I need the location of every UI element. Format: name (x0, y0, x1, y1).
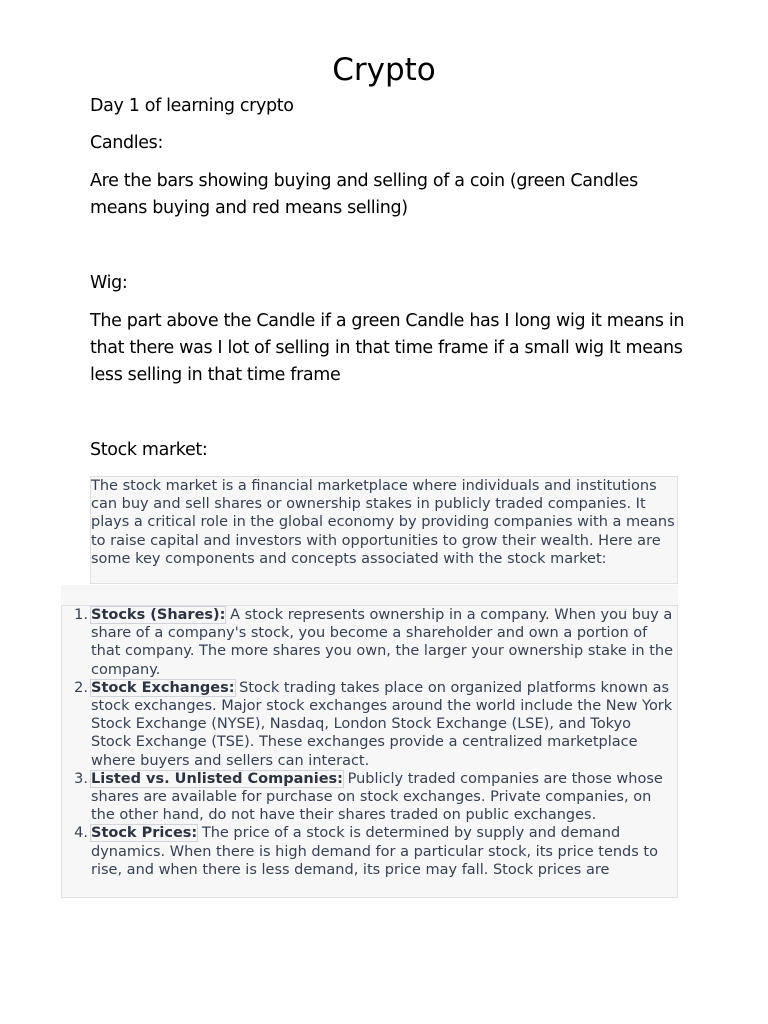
list-text: A stock represents ownership in a company. When you buy a share of a company's stock, you become a shareholder and own a portion of that company. The more shares you own, the larger your ownership stake in the company. (91, 607, 674, 678)
stock-market-heading: Stock market: (90, 440, 208, 460)
list-item (62, 679, 678, 770)
list-term: Listed vs. Unlisted Companies: (91, 770, 343, 787)
list-number: 3. (74, 770, 88, 787)
list-term: Stock Exchanges: (91, 679, 235, 696)
list-text: The price of a stock is determined by supply and demand dynamics. When there is high demand for a particular stock, its price tends to rise, and when there is less demand, its price may fall. Stock prices are (91, 825, 658, 878)
day-line: Day 1 of learning crypto (90, 96, 294, 116)
wig-text: The part above the Candle if a green Candle has I long wig it means in that there was I lot of selling in that time frame if a small wig It means less selling in that time frame (90, 311, 685, 385)
block-gap (61, 585, 678, 605)
candles-heading: Candles: (90, 133, 163, 153)
list-text: Publicly traded companies are those whose shares are available for purchase on stock exchanges. Private companies, on the other hand, do not have their shares traded on public exchanges. (91, 770, 663, 824)
list-text: Stock trading takes place on organized platforms known as stock exchanges. Major stock exchanges around the world include the New York Stock Exchange (NYSE), Nasdaq, London Stock Exchange (LSE), and Tokyo Stock Exchange (TSE). These exchanges provide a centralized marketplace where buyers and sellers can interact. (91, 679, 673, 769)
list-item (62, 770, 678, 825)
list-item (62, 606, 678, 679)
stock-intro-block (90, 476, 678, 584)
list-term: Stocks (Shares): (91, 607, 226, 623)
list-term: Stock Prices: (91, 825, 198, 842)
list-item (62, 824, 678, 879)
stock-concepts-list (62, 606, 678, 879)
document-title: Crypto (332, 52, 436, 88)
candles-text: Are the bars showing buying and selling of a coin (green Candles means buying and red means selling) (90, 171, 638, 218)
list-number: 4. (74, 825, 88, 842)
list-number: 1. (74, 607, 88, 623)
wig-heading: Wig: (90, 273, 128, 293)
list-number: 2. (74, 679, 88, 696)
stock-concepts-block (61, 605, 678, 898)
stock-intro-text: The stock market is a financial marketplace where individuals and institutions can buy and sell shares or ownership stakes in publicly traded companies. It plays a critical role in the global economy by providing companies with a means to raise capital and investors with opportunities to grow their wealth. Here are some key components and concepts associated with the stock market: (91, 478, 675, 567)
